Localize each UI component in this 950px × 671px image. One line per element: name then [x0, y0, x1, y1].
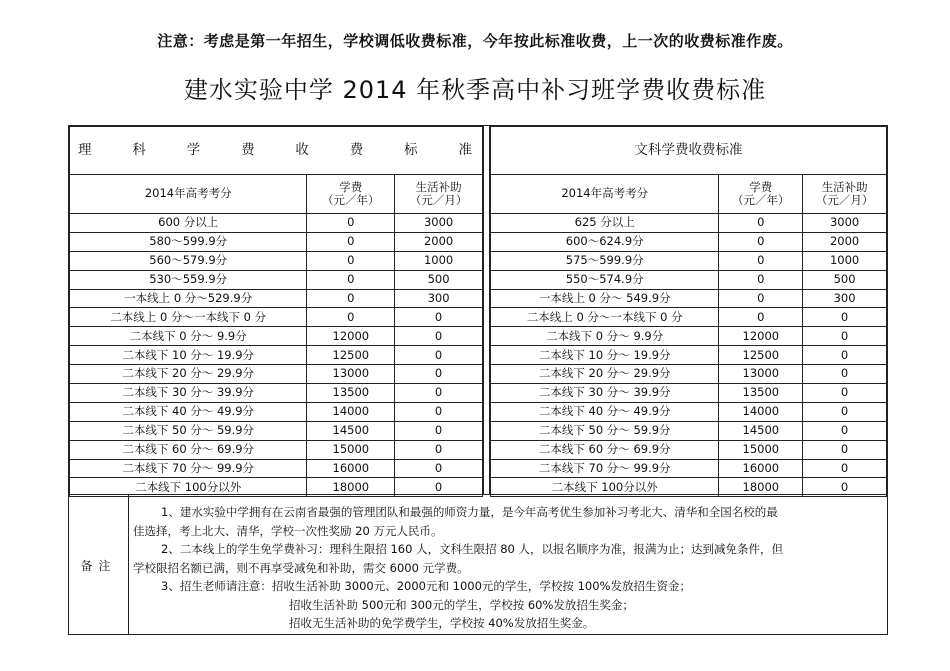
liberal-fee-cell: 0: [719, 289, 803, 308]
liberal-table-row: [491, 308, 887, 327]
liberal-score-cell: 二本线上 0 分～一本线下 0 分: [491, 308, 719, 327]
liberal-subsidy-cell: 0: [803, 478, 887, 497]
science-fee-cell: 0: [307, 251, 395, 270]
liberal-fee-cell: 0: [719, 308, 803, 327]
science-fee-cell: 0: [307, 289, 395, 308]
science-score-cell: 600 分以上: [70, 214, 307, 233]
liberal-fee-cell: 12500: [719, 346, 803, 365]
notes-label: 备注: [69, 495, 129, 635]
liberal-fee-cell: 14000: [719, 402, 803, 421]
liberal-table-row: [491, 384, 887, 403]
science-score-cell: 二本线下 70 分～ 99.9分: [70, 459, 307, 478]
liberal-subsidy-cell: 1000: [803, 251, 887, 270]
liberal-table-row: [491, 365, 887, 384]
liberal-fee-header: [719, 175, 803, 214]
science-table-row: [70, 365, 483, 384]
science-fee-cell: 0: [307, 308, 395, 327]
liberal-subsidy-header-label: 生活补助: [821, 179, 868, 194]
science-table-row: [70, 270, 483, 289]
liberal-score-cell: 600～624.9分: [491, 232, 719, 251]
liberal-score-cell: 575～599.9分: [491, 251, 719, 270]
liberal-subsidy-header-unit: （元／月）: [815, 193, 874, 207]
liberal-fee-header-label: 学费: [749, 179, 773, 194]
liberal-score-cell: 二本线下 20 分～ 29.9分: [491, 365, 719, 384]
liberal-subsidy-cell: 0: [803, 327, 887, 346]
liberal-fee-cell: 16000: [719, 459, 803, 478]
liberal-fee-cell: 0: [719, 270, 803, 289]
science-score-cell: 580～599.9分: [70, 232, 307, 251]
science-table-heading: 理科学费收费标准: [70, 127, 483, 175]
science-score-cell: 530～559.9分: [70, 270, 307, 289]
liberal-score-cell: 二本线下 40 分～ 49.9分: [491, 402, 719, 421]
liberal-table-row: [491, 214, 887, 233]
science-fee-cell: 0: [307, 214, 395, 233]
liberal-table-row: [491, 327, 887, 346]
science-subsidy-cell: 0: [395, 327, 483, 346]
science-subsidy-cell: 0: [395, 365, 483, 384]
liberal-fee-cell: 13000: [719, 365, 803, 384]
science-subsidy-cell: 0: [395, 402, 483, 421]
science-score-cell: 一本线上 0 分～529.9分: [70, 289, 307, 308]
liberal-table-row: [491, 459, 887, 478]
liberal-subsidy-cell: 0: [803, 421, 887, 440]
fee-sheet: [68, 125, 888, 635]
liberal-table-row: [491, 251, 887, 270]
liberal-table-row: [491, 440, 887, 459]
liberal-score-header: 2014年高考考分: [491, 175, 719, 214]
liberal-fee-header-unit: （元／年）: [732, 193, 790, 207]
science-table-row: [70, 232, 483, 251]
liberal-subsidy-cell: 0: [803, 440, 887, 459]
science-table-row: [70, 421, 483, 440]
liberal-score-cell: 二本线下 70 分～ 99.9分: [491, 459, 719, 478]
science-subsidy-cell: 3000: [395, 214, 483, 233]
liberal-score-cell: 二本线下 10 分～ 19.9分: [491, 346, 719, 365]
liberal-fee-cell: 0: [719, 214, 803, 233]
science-fee-panel: [69, 126, 483, 497]
science-subsidy-cell: 2000: [395, 232, 483, 251]
science-table-row: [70, 251, 483, 270]
science-table-row: [70, 308, 483, 327]
science-subsidy-cell: 300: [395, 289, 483, 308]
liberal-subsidy-cell: 0: [803, 459, 887, 478]
science-fee-header: [307, 175, 395, 214]
science-fee-header-label: 学费: [339, 179, 363, 194]
science-score-cell: 二本线下 10 分～ 19.9分: [70, 346, 307, 365]
liberal-fee-panel: [490, 126, 887, 497]
science-table-body: [70, 214, 483, 497]
notes-section: [69, 494, 887, 634]
science-score-cell: 二本线下 0 分～ 9.9分: [70, 327, 307, 346]
liberal-subsidy-cell: 0: [803, 402, 887, 421]
liberal-subsidy-header: [803, 175, 887, 214]
science-score-cell: 二本线下 100分以外: [70, 478, 307, 497]
liberal-table-row: [491, 421, 887, 440]
science-fee-cell: 14500: [307, 421, 395, 440]
science-fee-cell: 13000: [307, 365, 395, 384]
science-subsidy-cell: 0: [395, 384, 483, 403]
science-table-row: [70, 214, 483, 233]
liberal-score-cell: 625 分以上: [491, 214, 719, 233]
science-score-cell: 560～579.9分: [70, 251, 307, 270]
note-line: 2、二本线上的学生免学费补习：理科生限招 160 人，文科生限招 80 人，以报名顺序为准，报满为止；达到减免条件，但: [161, 542, 784, 556]
science-subsidy-cell: 1000: [395, 251, 483, 270]
liberal-score-cell: 二本线下 0 分～ 9.9分: [491, 327, 719, 346]
liberal-table-row: [491, 232, 887, 251]
liberal-score-cell: 二本线下 50 分～ 59.9分: [491, 421, 719, 440]
science-fee-cell: 0: [307, 232, 395, 251]
liberal-fee-cell: 15000: [719, 440, 803, 459]
science-fee-cell: 13500: [307, 384, 395, 403]
liberal-score-cell: 一本线上 0 分～ 549.9分: [491, 289, 719, 308]
liberal-table-row: [491, 289, 887, 308]
science-fee-cell: 16000: [307, 459, 395, 478]
table-divider: [483, 126, 490, 494]
liberal-subsidy-cell: 0: [803, 384, 887, 403]
science-fee-cell: 12000: [307, 327, 395, 346]
liberal-fee-cell: 14500: [719, 421, 803, 440]
liberal-subsidy-cell: 2000: [803, 232, 887, 251]
science-fee-table: [69, 126, 483, 497]
science-score-cell: 二本线下 40 分～ 49.9分: [70, 402, 307, 421]
liberal-table-heading: 文科学费收费标准: [491, 127, 887, 175]
liberal-fee-table: [490, 126, 887, 497]
liberal-fee-cell: 12000: [719, 327, 803, 346]
science-table-row: [70, 384, 483, 403]
science-table-row: [70, 402, 483, 421]
science-subsidy-cell: 0: [395, 421, 483, 440]
science-table-row: [70, 289, 483, 308]
science-subsidy-cell: 0: [395, 346, 483, 365]
science-score-cell: 二本线下 20 分～ 29.9分: [70, 365, 307, 384]
page-title: 建水实验中学 2014 年秋季高中补习班学费收费标准: [183, 76, 767, 104]
note-line: 招收无生活补助的免学费学生，学校按 40%发放招生奖金。: [289, 616, 595, 630]
liberal-subsidy-cell: 0: [803, 346, 887, 365]
science-subsidy-cell: 0: [395, 308, 483, 327]
science-subsidy-cell: 0: [395, 459, 483, 478]
note-line: 3、招生老师请注意：招收生活补助 3000元、2000元和 1000元的学生，学校按 100%发放招生资金；: [161, 579, 691, 593]
science-fee-cell: 18000: [307, 478, 395, 497]
liberal-fee-cell: 0: [719, 251, 803, 270]
science-subsidy-cell: 0: [395, 440, 483, 459]
notes-body: [129, 503, 879, 633]
science-subsidy-header-unit: （元／月）: [409, 193, 468, 207]
science-subsidy-cell: 500: [395, 270, 483, 289]
liberal-score-cell: 二本线下 100分以外: [491, 478, 719, 497]
science-score-header: 2014年高考考分: [70, 175, 307, 214]
science-score-cell: 二本线上 0 分～一本线下 0 分: [70, 308, 307, 327]
science-subsidy-header-label: 生活补助: [415, 179, 462, 194]
liberal-subsidy-cell: 0: [803, 308, 887, 327]
science-score-cell: 二本线下 60 分～ 69.9分: [70, 440, 307, 459]
science-table-row: [70, 440, 483, 459]
note-line: 佳选择，考上北大、清华，学校一次性奖励 20 万元人民币。: [133, 523, 443, 538]
science-subsidy-cell: 0: [395, 478, 483, 497]
liberal-table-row: [491, 346, 887, 365]
science-table-row: [70, 459, 483, 478]
science-fee-cell: 14000: [307, 402, 395, 421]
liberal-table-row: [491, 270, 887, 289]
liberal-fee-cell: 18000: [719, 478, 803, 497]
liberal-subsidy-cell: 0: [803, 365, 887, 384]
science-table-row: [70, 327, 483, 346]
liberal-fee-cell: 0: [719, 232, 803, 251]
liberal-score-cell: 二本线下 30 分～ 39.9分: [491, 384, 719, 403]
liberal-subsidy-cell: 300: [803, 289, 887, 308]
science-score-cell: 二本线下 50 分～ 59.9分: [70, 421, 307, 440]
liberal-score-cell: 二本线下 60 分～ 69.9分: [491, 440, 719, 459]
liberal-table-body: [491, 214, 887, 497]
liberal-fee-cell: 13500: [719, 384, 803, 403]
science-fee-cell: 15000: [307, 440, 395, 459]
liberal-subsidy-cell: 3000: [803, 214, 887, 233]
liberal-table-row: [491, 402, 887, 421]
science-subsidy-header: [395, 175, 483, 214]
science-score-cell: 二本线下 30 分～ 39.9分: [70, 384, 307, 403]
liberal-score-cell: 550～574.9分: [491, 270, 719, 289]
note-line: 学校限招名额已满，则不再享受减免和补助，需交 6000 元学费。: [133, 560, 469, 575]
liberal-subsidy-cell: 500: [803, 270, 887, 289]
science-fee-cell: 12500: [307, 346, 395, 365]
note-line: 1、建水实验中学拥有在云南省最强的管理团队和最强的师资力量，是今年高考优生参加补习考北大、清华和全国名校的最: [161, 505, 778, 519]
notice: 注意：考虑是第一年招生，学校调低收费标准，今年按此标准收费，上一次的收费标准作废。: [157, 32, 793, 50]
science-fee-cell: 0: [307, 270, 395, 289]
science-table-row: [70, 346, 483, 365]
note-line: 招收生活补助 500元和 300元的学生，学校按 60%发放招生奖金；: [289, 597, 634, 612]
science-fee-header-unit: （元／年）: [322, 193, 380, 207]
